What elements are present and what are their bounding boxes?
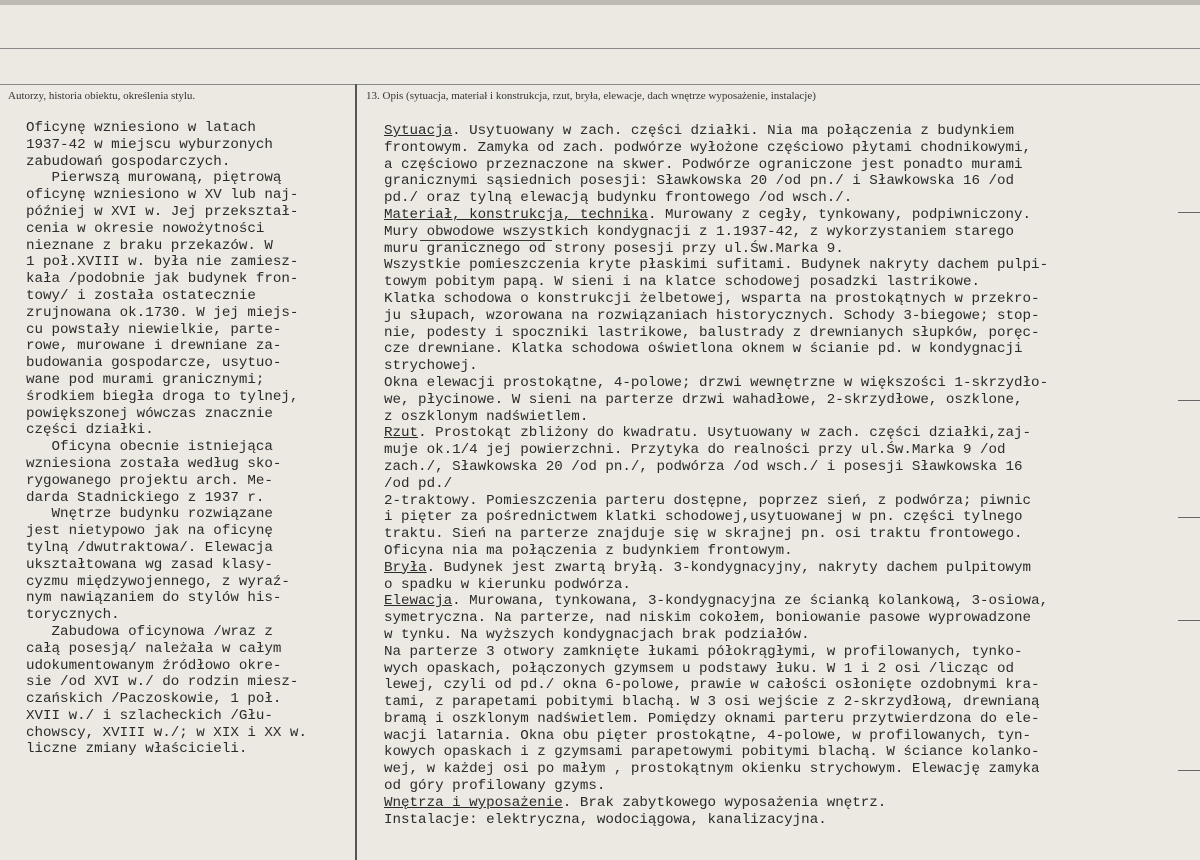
- right-column-header: 13. Opis (sytuacja, materiał i konstrukcja, rzut, bryła, elewacje, dach wnętrze wyposażenie, instalacje): [366, 90, 816, 102]
- section-heading: Sytuacja: [384, 123, 453, 139]
- description-line: muje ok.1/4 jej powierzchni. Przytyka do realności przy ul.Św.Marka 9 /od: [384, 442, 1006, 459]
- history-line: chowscy, XVIII w./; w XIX i XX w.: [26, 724, 307, 741]
- description-line: Mury obwodowe wszystkich kondygnacji z 1.1937-42, z wykorzystaniem starego: [384, 223, 1015, 240]
- history-line: cyzmu międzywojennego, z wyraź-: [26, 573, 290, 590]
- history-line: ukształtowana wg zasad klasy-: [26, 556, 273, 573]
- description-line: Na parterze 3 otwory zamknięte łukami półokrągłymi, w profilowanych, tynko-: [384, 643, 1023, 660]
- description-line: /od pd./: [384, 475, 453, 492]
- description-line: zach./, Sławkowska 20 /od pn./, podwórza /od wsch./ i posesji Sławkowska 16: [384, 458, 1023, 475]
- history-line: cu powstały niewielkie, parte-: [26, 321, 282, 338]
- section-first-line: [384, 795, 1196, 812]
- description-line: strychowej.: [384, 358, 478, 375]
- history-line: jest nietypowo jak na oficynę: [26, 523, 273, 540]
- history-line: udokumentowanym źródłowo okre-: [26, 657, 282, 674]
- description-line: Klatka schodowa o konstrukcji żelbetowej, wsparta na prostokątnych w przekro-: [384, 290, 1040, 307]
- history-line: sie /od XVI w./ do rodzin miesz-: [26, 674, 299, 691]
- description-line: cze drewniane. Klatka schodowa oświetlona oknem w ścianie pd. w kondygnacji: [384, 341, 1023, 358]
- description-line: tami, z parapetami pobitymi blachą. W 3 osi wejście z 2-skrzydłową, drewnianą: [384, 694, 1040, 711]
- history-line: rowe, murowane i drewniane za-: [26, 338, 282, 355]
- history-line: tylną /dwutraktowa/. Elewacja: [26, 539, 273, 556]
- history-line: części działki.: [26, 422, 154, 439]
- section-first-line: [384, 425, 1196, 442]
- section-lead-text: . Murowany z cegły, tynkowany, podpiwniczony.: [647, 206, 1032, 223]
- history-line: XVII w./ i szlacheckich /Głu-: [26, 707, 273, 724]
- history-line: czańskich /Paczoskowie, 1 poł.: [26, 691, 282, 708]
- description-line: ju słupach, wzorowana na rozwiązaniach historycznych. Schody 3-biegowe; stop-: [384, 307, 1040, 324]
- description-line: Oficyna nia ma połączenia z budynkiem frontowym.: [384, 542, 793, 559]
- history-line: oficynę wzniesiono w XV lub naj-: [26, 187, 299, 204]
- history-line: cenia w okresie nowożytności: [26, 220, 265, 237]
- history-line: nieznane z braku przekazów. W: [26, 237, 273, 254]
- section-heading: Rzut: [384, 425, 419, 442]
- description-line: symetryczna. Na parterze, nad niskim cokołem, boniowanie pasowe wyprowadzone: [384, 610, 1032, 627]
- history-line: wane pod murami granicznymi;: [26, 371, 265, 388]
- description-line: muru granicznego od strony posesji przy ul.Św.Marka 9.: [384, 240, 844, 257]
- form-rule-bottom: [0, 84, 1200, 85]
- margin-tick: [1178, 400, 1200, 401]
- left-column-header: Autorzy, historia obiektu, określenia stylu.: [8, 90, 196, 102]
- section-first-line: [384, 207, 1196, 224]
- history-line: 1 poł.XVIII w. była nie zamiesz-: [26, 254, 299, 271]
- description-line: wej, w każdej osi po małym , prostokątnym okienku strychowym. Elewację zamyka: [384, 761, 1040, 778]
- description-line: wacji latarnia. Okna obu pięter prostokątne, 4-polowe, w profilowanych, tyn-: [384, 727, 1032, 744]
- description-line: Okna elewacji prostokątne, 4-polowe; drzwi wewnętrzne w większości 1-skrzydło-: [384, 374, 1049, 391]
- margin-tick: [1178, 770, 1200, 771]
- history-line: kała /podobnie jak budynek fron-: [26, 271, 299, 288]
- description-line: wych opaskach, połączonych gzymsem u podstawy łuku. W 1 i 2 osi /licząc od: [384, 660, 1015, 677]
- history-line: liczne zmiany właścicieli.: [26, 741, 248, 758]
- description-line: towym pobitym papą. W sieni i na klatce schodowej posadzki lastrikowe.: [384, 274, 980, 291]
- description-line: we, płycinowe. W sieni na parterze drzwi wahadłowe, 2-skrzydłowe, oszklone,: [384, 391, 1023, 408]
- section-heading: Bryła: [384, 559, 427, 576]
- section-lead-text: . Brak zabytkowego wyposażenia wnętrz.: [562, 794, 887, 811]
- section-first-line: [384, 560, 1196, 577]
- description-line: pd./ oraz tylną elewacją budynku frontowego /od wsch./.: [384, 190, 853, 207]
- section-first-line: [384, 123, 1196, 140]
- margin-tick: [1178, 620, 1200, 621]
- description-column: [384, 123, 1196, 828]
- form-rule-top: [0, 48, 1200, 49]
- description-line: a częściowo przeznaczone na skwer. Podwórze ograniczone jest ponadto murami: [384, 156, 1023, 173]
- description-line: 2-traktowy. Pomieszczenia parteru dostępne, poprzez sień, z podwórza; piwnic: [384, 492, 1032, 509]
- section-lead-text: . Murowana, tynkowana, 3-kondygnacyjna ze ścianką kolankową, 3-osiowa,: [452, 593, 1049, 610]
- description-line: i pięter za pośrednictwem klatki schodowej,usytuowanej w pn. części tylnego: [384, 509, 1023, 526]
- description-line: nie, podesty i spoczniki lastrikowe, balustrady z drewnianych słupków, poręc-: [384, 324, 1040, 341]
- history-line: Pierwszą murowaną, piętrową: [26, 170, 282, 187]
- history-line: towy/ i została ostatecznie: [26, 287, 256, 304]
- description-line: z oszklonym nadświetlem.: [384, 408, 589, 425]
- strikethrough-mark: [420, 240, 552, 241]
- section-heading: Materiał, konstrukcja, technika: [384, 206, 648, 223]
- history-line: wzniesiona została według sko-: [26, 455, 282, 472]
- history-line: torycznych.: [26, 607, 120, 624]
- margin-tick: [1178, 212, 1200, 213]
- description-line: od góry profilowany gzyms.: [384, 778, 606, 795]
- description-line: Wszystkie pomieszczenia kryte płaskimi sufitami. Budynek nakryty dachem pulpi-: [384, 257, 1049, 274]
- history-line: budowania gospodarcze, usytuo-: [26, 355, 282, 372]
- history-line: nym nawiązaniem do stylów his-: [26, 590, 282, 607]
- section-lead-text: . Budynek jest zwartą bryłą. 3-kondygnacyjny, nakryty dachem pulpitowym: [426, 559, 1032, 576]
- section-heading: Wnętrza i wyposażenie: [384, 794, 563, 811]
- history-line: powiększonej wówczas znacznie: [26, 405, 273, 422]
- description-line: traktu. Sień na parterze znajduje się w skrajnej pn. osi traktu frontowego.: [384, 526, 1023, 543]
- description-line: kowych opaskach i z gzymsami parapetowymi pobitymi blachą. W ściance kolanko-: [384, 744, 1040, 761]
- history-column: [26, 120, 352, 758]
- description-line: lewej, czyli od pd./ okna 6-polowe, prawie w całości osłonięte ozdobnymi kra-: [384, 677, 1040, 694]
- description-line: o spadku w kierunku podwórza.: [384, 576, 631, 593]
- section-heading: Elewacja: [384, 593, 453, 610]
- history-line: darda Stadnickiego z 1937 r.: [26, 489, 265, 506]
- section-first-line: [384, 593, 1196, 610]
- history-line: środkiem biegła droga to tylnej,: [26, 388, 299, 405]
- history-line: 1937-42 w miejscu wyburzonych: [26, 136, 273, 153]
- history-line: Oficyna obecnie istniejąca: [26, 439, 273, 456]
- description-line: granicznymi sąsiednich posesji: Sławkowska 20 /od pn./ i Sławkowska 16 /od: [384, 173, 1015, 190]
- history-line: Oficynę wzniesiono w latach: [26, 120, 256, 136]
- history-line: później w XVI w. Jej przekształ-: [26, 203, 299, 220]
- section-lead-text: . Usytuowany w zach. części działki. Nia ma połączenia z budynkiem: [452, 123, 1015, 139]
- history-line: Zabudowa oficynowa /wraz z: [26, 623, 273, 640]
- history-line: zrujnowana ok.1730. W jej miejs-: [26, 304, 299, 321]
- history-line: rygowanego projektu arch. Me-: [26, 472, 273, 489]
- description-line: w tynku. Na wyższych kondygnacjach brak podziałów.: [384, 626, 810, 643]
- description-line: frontowym. Zamyka od zach. podwórze wyłożone częściowo płytami chodnikowymi,: [384, 139, 1032, 156]
- history-line: zabudowań gospodarczych.: [26, 153, 231, 170]
- column-divider: [355, 84, 357, 860]
- description-line: bramą i oszklonym nadświetlem. Pomiędzy oknami parteru przytwierdzona do ele-: [384, 710, 1040, 727]
- margin-tick: [1178, 517, 1200, 518]
- history-line: całą posesją/ należała w całym: [26, 640, 282, 657]
- top-border: [0, 0, 1200, 5]
- section-lead-text: . Prostokąt zbliżony do kwadratu. Usytuowany w zach. części działki,zaj-: [418, 425, 1032, 442]
- description-line: Instalacje: elektryczna, wodociągowa, kanalizacyjna.: [384, 811, 827, 828]
- history-line: Wnętrze budynku rozwiązane: [26, 506, 273, 523]
